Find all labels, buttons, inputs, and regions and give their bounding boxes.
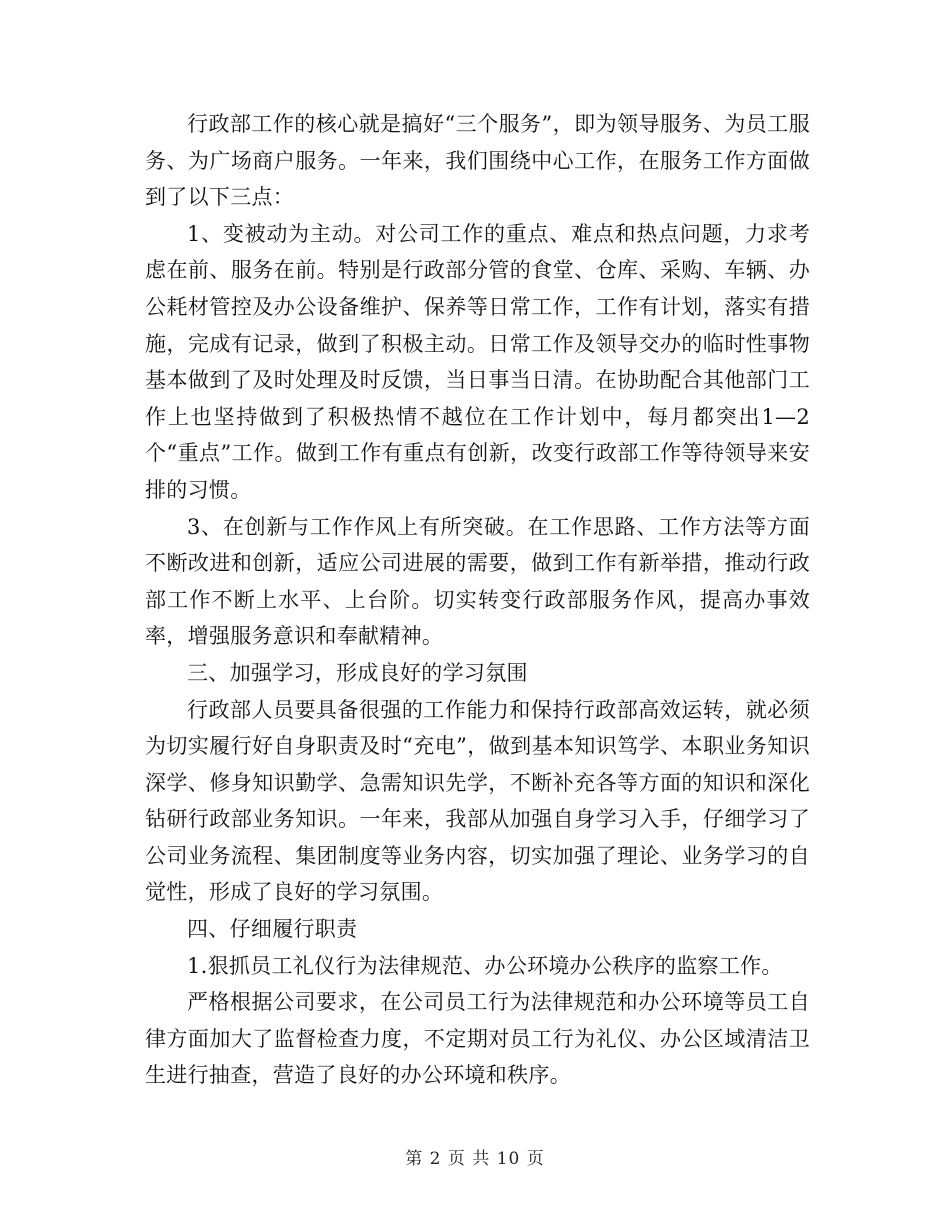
intro-paragraph: 行政部工作的核心就是搞好“三个服务”，即为领导服务、为员工服务、为广场商户服务。一年来，我们围绕中心工作，在服务工作方面做到了以下三点： [145, 112, 810, 210]
point-one-paragraph: 1、变被动为主动。对公司工作的重点、难点和热点问题，力求考虑在前、服务在前。特别是行政部分管的食堂、仓库、采购、车辆、办公耗材管控及办公设备维护、保养等日常工作，工作有计划，落实有措施，完成有记录，做到了积极主动。日常工作及领导交办的临时性事物基本做到了及时处理及时反馈，当日事当日清。在协助配合其他部门工作上也坚持做到了积极热情不越位在工作计划中，每月都突出1—2个“重点”工作。做到工作有重点有创新，改变行政部工作等待领导来安排的习惯。 [145, 221, 810, 502]
document-body [145, 106, 810, 1094]
learning-paragraph: 行政部人员要具备很强的工作能力和保持行政部高效运转，就必须为切实履行好自身职责及时“充电”，做到基本知识笃学、本职业务知识深学、修身知识勤学、急需知识先学，不断补充各等方面的知识和深化钻研行政部业务知识。一年来，我部从加强自身学习入手，仔细学习了公司业务流程、集团制度等业务内容，切实加强了理论、业务学习的自觉性，形成了良好的学习氛围。 [145, 697, 810, 905]
page-number-footer: 第 2 页 共 10 页 [405, 1149, 545, 1169]
section-four-heading: 四、仔细履行职责 [187, 917, 358, 942]
section-three-heading: 三、加强学习，形成良好的学习氛围 [187, 660, 528, 685]
point-three-paragraph: 3、在创新与工作作风上有所突破。在工作思路、工作方法等方面不断改进和创新，适应公司进展的需要，做到工作有新举措，推动行政部工作不断上水平、上台阶。切实转变行政部服务作风，提高办事效率，增强服务意识和奉献精神。 [145, 514, 810, 649]
supervision-paragraph: 严格根据公司要求，在公司员工行为法律规范和办公环境等员工自律方面加大了监督检查力度，不定期对员工行为礼仪、办公区域清洁卫生进行抽查，营造了良好的办公环境和秩序。 [145, 990, 810, 1088]
subsection-heading: 1.狠抓员工礼仪行为法律规范、办公环境办公秩序的监察工作。 [187, 953, 783, 978]
